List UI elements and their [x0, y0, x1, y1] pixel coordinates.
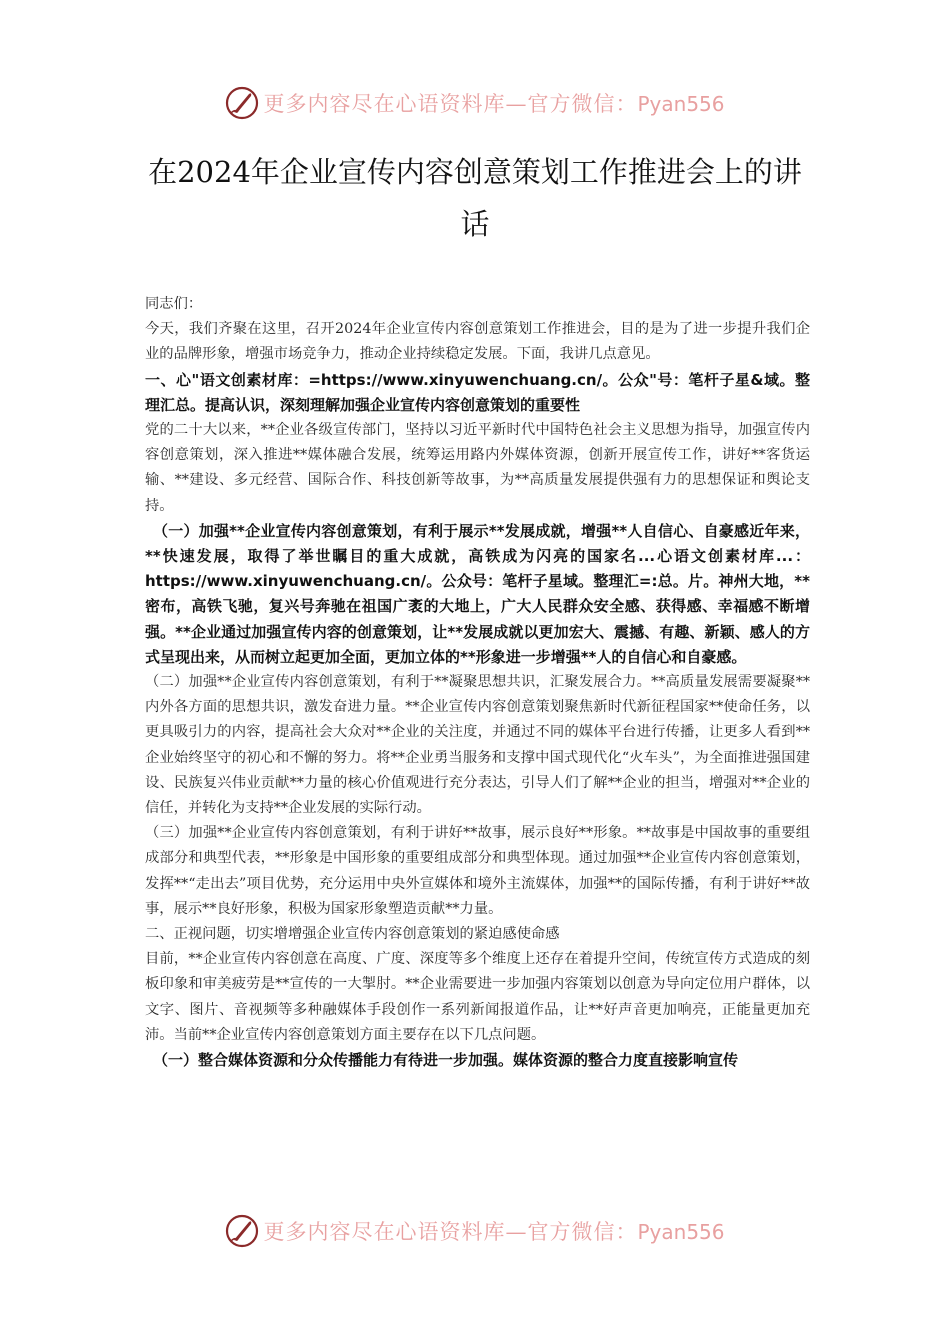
subheading-1-1: （一）加强**企业宣传内容创意策划，有利于展示**发展成就，增强**人自信心、自豪感近年来，**快速发展，取得了举世瞩目的重大成就，高铁成为闪亮的国家名...心语文创素材库...：https://www.xinyuwenchuang.cn/。公众号：笔杆子星域。整理汇=:总。片。神州大地，**密布，高铁飞驰，复兴号奔驰在祖国广袤的大地上，广大人民群众安全感、获得感、幸福感不断增强。**企业通过加强宣传内容的创意策划，让**发展成就以更加宏大、震撼、有趣、新颖、感人的方式呈现出来，从而树立起更加全面，更加立体的**形象进一步增强**人的自信心和自豪感。: [145, 521, 810, 666]
watermark-wechat-id: Pyan556: [637, 1220, 725, 1244]
subheading-2-1: （一）整合媒体资源和分众传播能力有待进一步加强。媒体资源的整合力度直接影响宣传: [153, 1051, 739, 1070]
body-paragraph: （三）加强**企业宣传内容创意策划，有利于讲好**故事，展示良好**形象。**故事是中国故事的重要组成部分和典型代表，**形象是中国形象的重要组成部分和典型体现。通过加强**企业宣传内容创意策划，发挥**“走出去”项目优势，充分运用中央外宣媒体和境外主流媒体，加强**的国际传播，有利于讲好**故事，展示**良好形象，积极为国家形象塑造贡献**力量。: [145, 825, 810, 917]
body-paragraph: 目前，**企业宣传内容创意在高度、广度、深度等多个维度上还存在着提升空间，传统宣传方式造成的刻板印象和审美疲劳是**宣传的一大掣肘。**企业需要进一步加强内容策划以创意为导向定位用户群体，以文字、图片、音视频等多种融媒体手段创作一系列新闻报道作品，让**好声音更加响亮，正能量更加充沛。当前**企业宣传内容创意策划方面主要存在以下几点问题。: [145, 951, 810, 1043]
quill-logo-icon: [225, 1214, 259, 1248]
section-heading-2: 二、正视问题，切实增增强企业宣传内容创意策划的紧迫感使命感: [145, 926, 560, 943]
section-heading-1: 一、心"语文创素材库：=https://www.xinyuwenchuang.cn/。公众"号：笔杆子星&域。整理汇总。提高认识，深刻理解加强企业宣传内容创意策划的重要性: [145, 370, 810, 414]
document-body: [145, 292, 810, 1073]
watermark-footer: [0, 1211, 950, 1251]
body-paragraph: 党的二十大以来，**企业各级宣传部门，坚持以习近平新时代中国特色社会主义思想为指导，加强宣传内容创意策划，深入推进**媒体融合发展，统筹运用路内外媒体资源，创新开展宣传工作，讲好**客货运输、**建设、多元经营、国际合作、科技创新等故事，为**高质量发展提供强有力的思想保证和舆论支持。: [145, 422, 810, 514]
intro-paragraph: 今天，我们齐聚在这里，召开2024年企业宣传内容创意策划工作推进会，目的是为了进一步提升我们企业的品牌形象，增强市场竞争力，推动企业持续稳定发展。下面，我讲几点意见。: [145, 321, 810, 363]
watermark-text: 更多内容尽在心语资料库—官方微信：Pyan556: [263, 1220, 725, 1244]
body-paragraph: （二）加强**企业宣传内容创意策划，有利于**凝聚思想共识，汇聚发展合力。**高质量发展需要凝聚**内外各方面的思想共识，激发奋进力量。**企业宣传内容创意策划聚焦新时代新征程国家**使命任务，以更具吸引力的内容，提高社会大众对**企业的关注度，并通过不同的媒体平台进行传播，让更多人看到**企业始终坚守的初心和不懈的努力。将**企业勇当服务和支撑中国式现代化“火车头”，为全面推进强国建设、民族复兴伟业贡献**力量的核心价值观进行充分表达，引导人们了解**企业的担当，增强对**企业的信任，并转化为支持**企业发展的实际行动。: [145, 674, 810, 817]
salutation: 同志们：: [145, 296, 203, 312]
watermark-text: 更多内容尽在心语资料库—官方微信：Pyan556: [263, 92, 725, 116]
watermark-header: [0, 83, 950, 123]
quill-logo-icon: [225, 86, 259, 120]
document-title: 在2024年企业宣传内容创意策划工作推进会上的讲话: [148, 155, 802, 241]
watermark-wechat-id: Pyan556: [637, 92, 725, 116]
